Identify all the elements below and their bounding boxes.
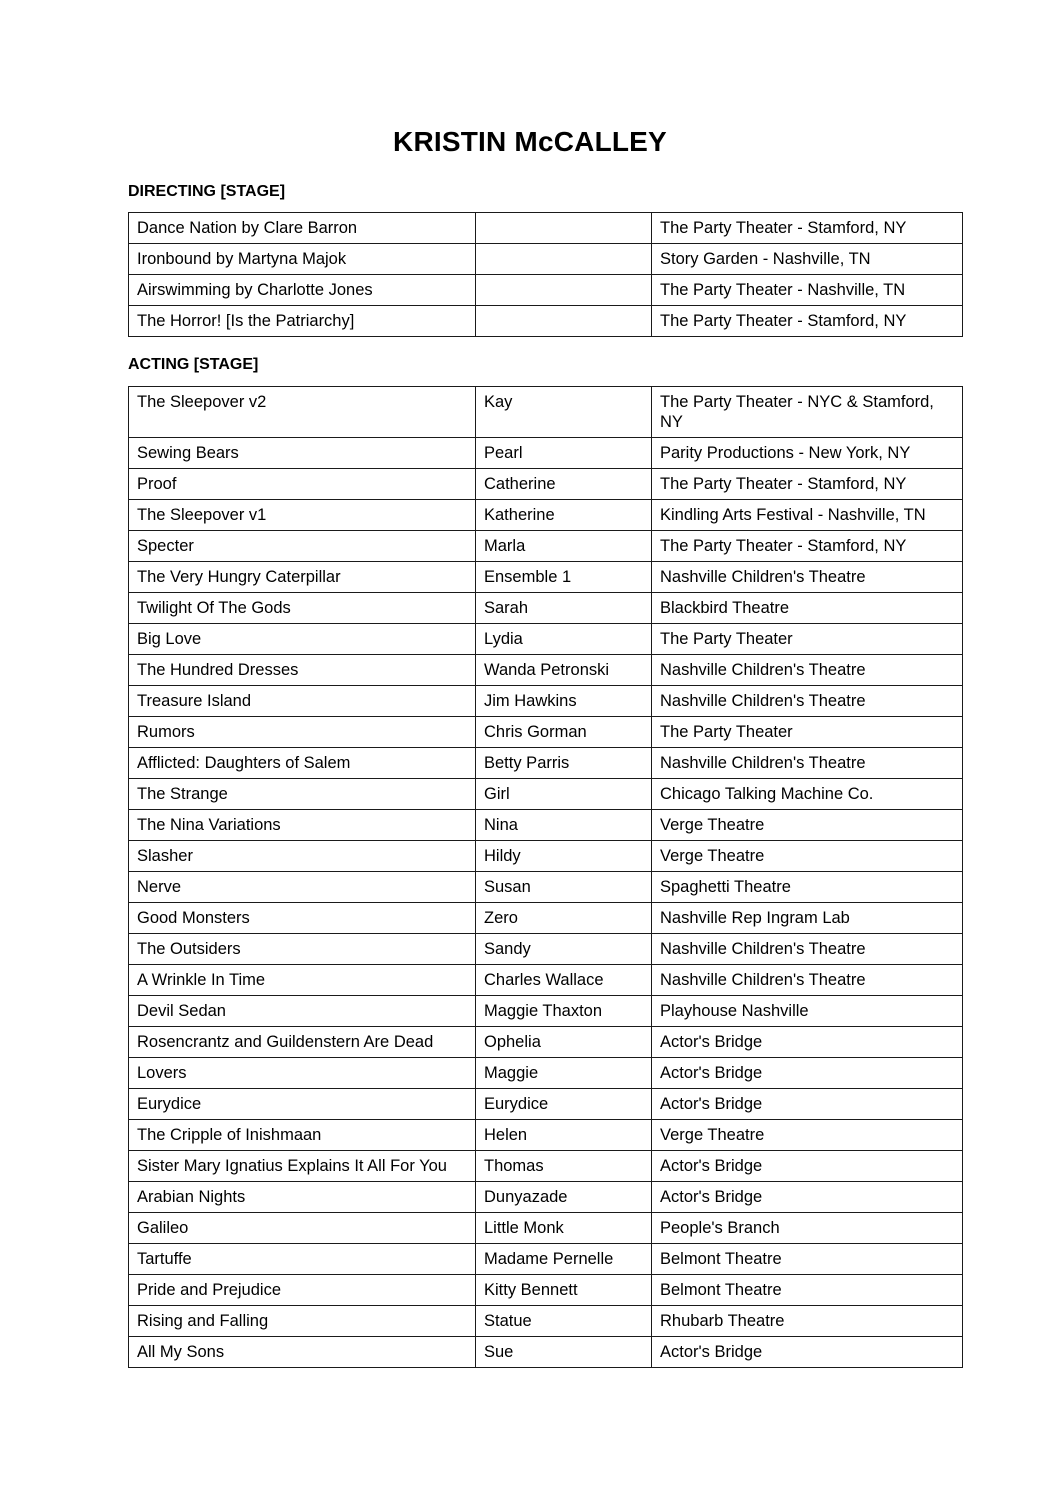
production-title-cell: The Nina Variations — [129, 810, 476, 841]
production-title-cell: The Hundred Dresses — [129, 655, 476, 686]
venue-cell: People's Branch — [652, 1213, 963, 1244]
acting-row — [129, 1120, 963, 1151]
acting-row — [129, 531, 963, 562]
production-title-cell: Lovers — [129, 1058, 476, 1089]
venue-cell: The Party Theater - Stamford, NY — [652, 531, 963, 562]
venue-cell: Actor's Bridge — [652, 1058, 963, 1089]
venue-cell: Rhubarb Theatre — [652, 1306, 963, 1337]
acting-row — [129, 1306, 963, 1337]
venue-cell: Belmont Theatre — [652, 1275, 963, 1306]
acting-heading: ACTING [STAGE] — [128, 356, 259, 373]
acting-row — [129, 1337, 963, 1368]
venue-cell: Verge Theatre — [652, 841, 963, 872]
role-cell: Jim Hawkins — [476, 686, 652, 717]
acting-row — [129, 624, 963, 655]
role-cell: Girl — [476, 779, 652, 810]
acting-row — [129, 1275, 963, 1306]
production-title-cell: Sister Mary Ignatius Explains It All For You — [129, 1151, 476, 1182]
venue-cell: Nashville Children's Theatre — [652, 965, 963, 996]
production-title-cell: Galileo — [129, 1213, 476, 1244]
acting-row — [129, 469, 963, 500]
venue-cell: Parity Productions - New York, NY — [652, 438, 963, 469]
venue-cell: Spaghetti Theatre — [652, 872, 963, 903]
production-title-cell: Pride and Prejudice — [129, 1275, 476, 1306]
acting-row — [129, 1027, 963, 1058]
production-title-cell: Specter — [129, 531, 476, 562]
role-cell: Charles Wallace — [476, 965, 652, 996]
venue-cell: Blackbird Theatre — [652, 593, 963, 624]
role-cell — [476, 244, 652, 275]
role-cell: Ensemble 1 — [476, 562, 652, 593]
role-cell: Eurydice — [476, 1089, 652, 1120]
role-cell: Ophelia — [476, 1027, 652, 1058]
venue-cell: Nashville Children's Theatre — [652, 748, 963, 779]
role-cell: Chris Gorman — [476, 717, 652, 748]
venue-cell: The Party Theater — [652, 717, 963, 748]
acting-row — [129, 593, 963, 624]
role-cell: Katherine — [476, 500, 652, 531]
acting-row — [129, 387, 963, 438]
production-title-cell: The Outsiders — [129, 934, 476, 965]
acting-row — [129, 903, 963, 934]
role-cell: Dunyazade — [476, 1182, 652, 1213]
role-cell: Kitty Bennett — [476, 1275, 652, 1306]
acting-row — [129, 500, 963, 531]
role-cell: Helen — [476, 1120, 652, 1151]
role-cell: Kay — [476, 387, 652, 438]
venue-cell: Actor's Bridge — [652, 1182, 963, 1213]
role-cell: Maggie Thaxton — [476, 996, 652, 1027]
acting-row — [129, 1151, 963, 1182]
production-title-cell: Afflicted: Daughters of Salem — [129, 748, 476, 779]
venue-cell: Actor's Bridge — [652, 1089, 963, 1120]
venue-cell: The Party Theater - NYC & Stamford, NY — [652, 387, 963, 438]
directing-row — [129, 275, 963, 306]
acting-row — [129, 841, 963, 872]
role-cell: Hildy — [476, 841, 652, 872]
acting-row — [129, 1213, 963, 1244]
venue-cell: The Party Theater - Stamford, NY — [652, 469, 963, 500]
acting-row — [129, 1182, 963, 1213]
production-title-cell: The Horror! [Is the Patriarchy] — [129, 306, 476, 337]
role-cell: Thomas — [476, 1151, 652, 1182]
venue-cell: Belmont Theatre — [652, 1244, 963, 1275]
production-title-cell: The Strange — [129, 779, 476, 810]
venue-cell: The Party Theater - Stamford, NY — [652, 213, 963, 244]
production-title-cell: Rosencrantz and Guildenstern Are Dead — [129, 1027, 476, 1058]
production-title-cell: The Cripple of Inishmaan — [129, 1120, 476, 1151]
production-title-cell: Slasher — [129, 841, 476, 872]
directing-row — [129, 306, 963, 337]
role-cell: Statue — [476, 1306, 652, 1337]
production-title-cell: Rising and Falling — [129, 1306, 476, 1337]
venue-cell: Nashville Rep Ingram Lab — [652, 903, 963, 934]
acting-row — [129, 686, 963, 717]
directing-row — [129, 213, 963, 244]
production-title-cell: Twilight Of The Gods — [129, 593, 476, 624]
acting-row — [129, 748, 963, 779]
production-title-cell: All My Sons — [129, 1337, 476, 1368]
venue-cell: Verge Theatre — [652, 1120, 963, 1151]
production-title-cell: Treasure Island — [129, 686, 476, 717]
role-cell: Catherine — [476, 469, 652, 500]
production-title-cell: Airswimming by Charlotte Jones — [129, 275, 476, 306]
role-cell: Nina — [476, 810, 652, 841]
role-cell: Sarah — [476, 593, 652, 624]
role-cell — [476, 306, 652, 337]
directing-heading: DIRECTING [STAGE] — [128, 183, 286, 200]
venue-cell: Playhouse Nashville — [652, 996, 963, 1027]
venue-cell: Kindling Arts Festival - Nashville, TN — [652, 500, 963, 531]
role-cell — [476, 275, 652, 306]
venue-cell: Actor's Bridge — [652, 1151, 963, 1182]
acting-row — [129, 1089, 963, 1120]
acting-row — [129, 655, 963, 686]
role-cell: Marla — [476, 531, 652, 562]
venue-cell: The Party Theater - Stamford, NY — [652, 306, 963, 337]
production-title-cell: Ironbound by Martyna Majok — [129, 244, 476, 275]
acting-row — [129, 779, 963, 810]
production-title-cell: Eurydice — [129, 1089, 476, 1120]
directing-row — [129, 244, 963, 275]
venue-cell: The Party Theater - Nashville, TN — [652, 275, 963, 306]
role-cell: Madame Pernelle — [476, 1244, 652, 1275]
acting-row — [129, 996, 963, 1027]
role-cell: Zero — [476, 903, 652, 934]
role-cell: Lydia — [476, 624, 652, 655]
production-title-cell: Big Love — [129, 624, 476, 655]
venue-cell: Actor's Bridge — [652, 1337, 963, 1368]
role-cell: Pearl — [476, 438, 652, 469]
production-title-cell: The Sleepover v2 — [129, 387, 476, 438]
production-title-cell: Arabian Nights — [129, 1182, 476, 1213]
venue-cell: Chicago Talking Machine Co. — [652, 779, 963, 810]
production-title-cell: The Very Hungry Caterpillar — [129, 562, 476, 593]
venue-cell: Nashville Children's Theatre — [652, 562, 963, 593]
resume-name: KRISTIN McCALLEY — [393, 126, 667, 157]
venue-cell: Nashville Children's Theatre — [652, 686, 963, 717]
acting-row — [129, 438, 963, 469]
role-cell: Wanda Petronski — [476, 655, 652, 686]
acting-row — [129, 562, 963, 593]
production-title-cell: Tartuffe — [129, 1244, 476, 1275]
role-cell: Susan — [476, 872, 652, 903]
directing-table — [128, 212, 963, 337]
venue-cell: Verge Theatre — [652, 810, 963, 841]
acting-row — [129, 1058, 963, 1089]
venue-cell: Nashville Children's Theatre — [652, 934, 963, 965]
acting-row — [129, 810, 963, 841]
acting-row — [129, 872, 963, 903]
venue-cell: Actor's Bridge — [652, 1027, 963, 1058]
venue-cell: The Party Theater — [652, 624, 963, 655]
venue-cell: Nashville Children's Theatre — [652, 655, 963, 686]
production-title-cell: Proof — [129, 469, 476, 500]
role-cell: Sandy — [476, 934, 652, 965]
venue-cell: Story Garden - Nashville, TN — [652, 244, 963, 275]
production-title-cell: Rumors — [129, 717, 476, 748]
production-title-cell: A Wrinkle In Time — [129, 965, 476, 996]
role-cell: Sue — [476, 1337, 652, 1368]
production-title-cell: Dance Nation by Clare Barron — [129, 213, 476, 244]
role-cell — [476, 213, 652, 244]
acting-row — [129, 934, 963, 965]
production-title-cell: Sewing Bears — [129, 438, 476, 469]
production-title-cell: Devil Sedan — [129, 996, 476, 1027]
production-title-cell: The Sleepover v1 — [129, 500, 476, 531]
role-cell: Maggie — [476, 1058, 652, 1089]
role-cell: Little Monk — [476, 1213, 652, 1244]
acting-table — [128, 386, 963, 1368]
role-cell: Betty Parris — [476, 748, 652, 779]
production-title-cell: Nerve — [129, 872, 476, 903]
production-title-cell: Good Monsters — [129, 903, 476, 934]
acting-row — [129, 965, 963, 996]
acting-row — [129, 717, 963, 748]
acting-row — [129, 1244, 963, 1275]
